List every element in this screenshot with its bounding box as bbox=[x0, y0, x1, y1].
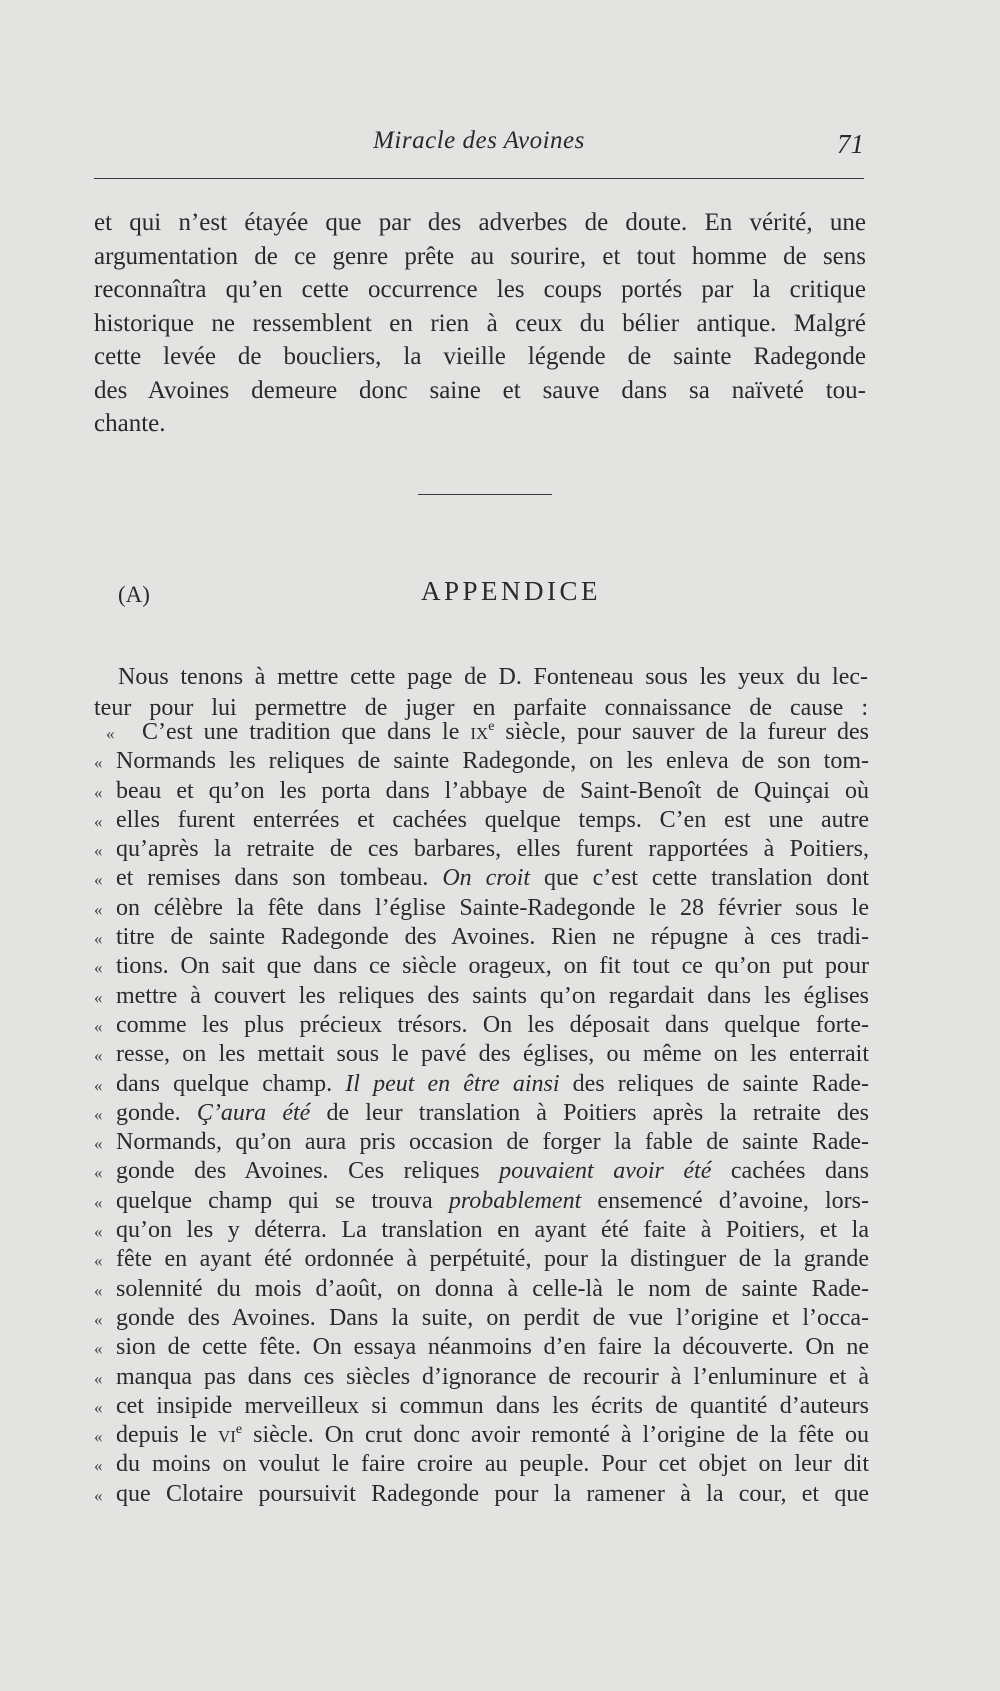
quote-line-text bbox=[116, 1128, 869, 1157]
quote-mark: « bbox=[94, 1456, 103, 1476]
quote-segment: siècle, pour sauver de la fureur des bbox=[494, 719, 869, 745]
quote-segment: Ç’aura été bbox=[196, 1099, 311, 1126]
quote-segment: de leur translation à Poitiers après la retraite des bbox=[310, 1099, 869, 1126]
quote-mark: « bbox=[94, 1485, 103, 1505]
quote-segment: qu’on les y déterra. La translation en ayant été faite à Poitiers, et la bbox=[116, 1217, 869, 1244]
quote-mark: « bbox=[94, 782, 103, 802]
quote-line-text bbox=[116, 1216, 869, 1245]
quote-segment: des reliques de sainte Rade- bbox=[559, 1070, 869, 1097]
quote-line bbox=[94, 1421, 869, 1450]
quote-mark: « bbox=[94, 987, 103, 1007]
quote-segment: titre de sainte Radegonde des Avoines. Rien ne répugne à ces tradi- bbox=[116, 924, 869, 951]
quote-line-text bbox=[116, 864, 869, 893]
quote-line-text bbox=[116, 982, 869, 1011]
quote-line-text bbox=[116, 1070, 869, 1099]
quote-line-text bbox=[116, 952, 869, 981]
quote-line bbox=[94, 1187, 869, 1216]
appendix-quotation bbox=[94, 718, 869, 1509]
quote-segment: solennité du mois d’août, on donna à celle-là le nom de sainte Rade- bbox=[116, 1275, 869, 1302]
quote-line-text bbox=[128, 718, 869, 747]
quote-segment: on célèbre la fête dans l’église Sainte-Radegonde le 28 février sous le bbox=[116, 894, 869, 921]
body-line: des Avoines demeure donc saine et sauve dans sa naïveté tou- bbox=[94, 376, 866, 404]
quote-mark: « bbox=[94, 1163, 103, 1183]
quote-segment: C’est une tradition que dans le bbox=[142, 719, 471, 745]
body-paragraph bbox=[94, 206, 866, 441]
quote-segment: gonde des Avoines. Ces reliques bbox=[116, 1158, 500, 1185]
quote-segment: ix bbox=[470, 719, 489, 745]
quote-line-text bbox=[116, 1011, 869, 1040]
quote-mark: « bbox=[94, 1397, 103, 1417]
quote-mark: « bbox=[94, 1046, 103, 1066]
quote-line bbox=[94, 1040, 869, 1069]
quote-segment: vi bbox=[217, 1422, 236, 1449]
quote-mark: « bbox=[94, 753, 103, 773]
quote-line-text bbox=[116, 1333, 869, 1362]
intro-line: Nous tenons à mettre cette page de D. Fonteneau sous les yeux du lec- bbox=[118, 664, 868, 690]
quote-segment: comme les plus précieux trésors. On les déposait dans quelque forte- bbox=[116, 1011, 869, 1038]
quote-segment: du moins on voulut le faire croire au peuple. Pour cet objet on leur dit bbox=[116, 1451, 869, 1478]
quote-line bbox=[94, 1099, 869, 1128]
quote-line bbox=[94, 1216, 869, 1245]
quote-segment: manqua pas dans ces siècles d’ignorance de recourir à l’enluminure et à bbox=[116, 1363, 869, 1390]
quote-segment: beau et qu’on les porta dans l’abbaye de Saint-Benoît de Quinçai où bbox=[116, 777, 869, 804]
quote-line-text bbox=[116, 777, 869, 806]
quote-line bbox=[94, 1128, 869, 1157]
quote-segment: siècle. On crut donc avoir remonté à l’origine de la fête ou bbox=[242, 1422, 869, 1449]
quote-line-text bbox=[116, 747, 869, 776]
quote-line-text bbox=[116, 1099, 869, 1128]
quote-mark: « bbox=[94, 1251, 103, 1271]
quote-segment: Normands, qu’on aura pris occasion de forger la fable de sainte Rade- bbox=[116, 1129, 869, 1156]
quote-segment: cet insipide merveilleux si commun dans les écrits de quantité d’auteurs bbox=[116, 1392, 869, 1419]
quote-segment: cachées dans bbox=[711, 1158, 869, 1185]
quote-mark: « bbox=[94, 1427, 103, 1447]
body-line: reconnaîtra qu’en cette occurrence les coups portés par la critique bbox=[94, 276, 866, 303]
quote-mark: « bbox=[94, 1016, 103, 1036]
quote-line bbox=[94, 923, 869, 952]
quote-line-text bbox=[116, 1157, 869, 1186]
quote-segment: Il peut en être ainsi bbox=[345, 1070, 560, 1097]
quote-mark: « bbox=[94, 841, 103, 861]
quote-line-text bbox=[116, 1480, 869, 1509]
quote-mark: « bbox=[94, 1368, 103, 1388]
quote-mark: « bbox=[106, 724, 115, 743]
quote-line-text bbox=[116, 1245, 869, 1274]
quote-line-text bbox=[116, 1421, 869, 1450]
quote-line bbox=[94, 1480, 869, 1509]
body-line: argumentation de ce genre prête au sourire, et tout homme de sens bbox=[94, 242, 866, 270]
appendix-intro-paragraph bbox=[94, 662, 868, 723]
quote-segment: qu’après la retraite de ces barbares, elles furent rapportées à Poitiers, bbox=[116, 836, 869, 863]
quote-mark: « bbox=[94, 958, 103, 978]
quote-line bbox=[94, 747, 869, 776]
quote-mark: « bbox=[94, 1104, 103, 1124]
body-line: cette levée de boucliers, la vieille légende de sainte Radegonde bbox=[94, 343, 866, 370]
quote-line-text bbox=[116, 1304, 869, 1333]
quote-line bbox=[94, 806, 869, 835]
quote-segment: probablement bbox=[448, 1187, 582, 1214]
quote-segment: Normands les reliques de sainte Radegonde, on les enleva de son tom- bbox=[116, 748, 869, 775]
quote-mark: « bbox=[94, 1280, 103, 1300]
quote-line bbox=[94, 982, 869, 1011]
quote-segment: que Clotaire poursuivit Radegonde pour la ramener à la cour, et que bbox=[116, 1480, 869, 1507]
quote-line bbox=[94, 952, 869, 981]
quote-segment: gonde des Avoines. Dans la suite, on perdit de vue l’origine et l’occa- bbox=[116, 1304, 869, 1331]
body-line: et qui n’est étayée que par des adverbes de doute. En vérité, une bbox=[94, 209, 866, 236]
quote-line-text bbox=[116, 1450, 869, 1479]
quote-line bbox=[94, 1450, 869, 1479]
quote-segment: e bbox=[488, 719, 495, 734]
running-title: Miracle des Avoines bbox=[373, 127, 585, 154]
quote-segment: depuis le bbox=[116, 1422, 218, 1449]
quote-segment: que c’est cette translation dont bbox=[530, 865, 869, 892]
page-number: 71 bbox=[837, 129, 864, 159]
quote-line bbox=[94, 1157, 869, 1186]
quote-segment: quelque champ qui se trouva bbox=[116, 1187, 449, 1214]
quote-line-text bbox=[116, 1363, 869, 1392]
quote-mark: « bbox=[94, 1222, 103, 1242]
quote-line-text bbox=[116, 806, 869, 835]
quote-segment: resse, on les mettait sous le pavé des églises, ou même on les enterrait bbox=[116, 1041, 869, 1068]
quote-segment: mettre à couvert les reliques des saints qu’on regardait dans les églises bbox=[116, 982, 869, 1009]
quote-line-text bbox=[116, 894, 869, 923]
quote-line bbox=[94, 1070, 869, 1099]
quote-segment: tions. On sait que dans ce siècle orageux, on fit tout ce qu’on put pour bbox=[116, 953, 869, 980]
quote-line-text bbox=[116, 1040, 869, 1069]
quote-segment: dans quelque champ. bbox=[116, 1070, 346, 1097]
appendix-title: APPENDICE bbox=[420, 576, 601, 606]
quote-mark: « bbox=[94, 1309, 103, 1329]
quote-mark: « bbox=[94, 1134, 103, 1154]
quote-mark: « bbox=[94, 929, 103, 949]
quote-line-text bbox=[116, 923, 869, 952]
quote-line bbox=[94, 1304, 869, 1333]
quote-segment: gonde. bbox=[116, 1099, 197, 1126]
quote-line bbox=[94, 1011, 869, 1040]
running-header bbox=[94, 127, 864, 167]
quote-line bbox=[94, 777, 869, 806]
quote-segment: e bbox=[235, 1422, 243, 1438]
intro-line: teur pour lui permettre de juger en parfaite connaissance de cause : bbox=[94, 694, 868, 721]
quote-mark: « bbox=[94, 870, 103, 890]
quote-line bbox=[94, 1392, 869, 1421]
header-rule bbox=[94, 178, 864, 179]
quote-segment: et remises dans son tombeau. bbox=[116, 865, 443, 892]
quote-line bbox=[94, 1275, 869, 1304]
quote-segment: sion de cette fête. On essaya néanmoins d’en faire la découverte. On ne bbox=[116, 1334, 869, 1361]
quote-line-text bbox=[116, 1392, 869, 1421]
quote-line bbox=[94, 1363, 869, 1392]
quote-line bbox=[94, 864, 869, 893]
quote-mark: « bbox=[94, 1192, 103, 1212]
quote-segment: On croit bbox=[442, 865, 531, 892]
quote-line bbox=[94, 1245, 869, 1274]
quote-line-text bbox=[116, 835, 869, 864]
quote-line bbox=[94, 835, 869, 864]
appendix-marker: (A) bbox=[118, 582, 150, 607]
quote-line bbox=[94, 1333, 869, 1362]
quote-line bbox=[94, 894, 869, 923]
quote-segment: elles furent enterrées et cachées quelque temps. C’en est une autre bbox=[116, 806, 869, 833]
quote-segment: ensemencé d’avoine, lors- bbox=[581, 1187, 869, 1214]
quote-segment: pouvaient avoir été bbox=[499, 1158, 712, 1185]
quote-mark: « bbox=[94, 1075, 103, 1095]
quote-line-text bbox=[116, 1187, 869, 1216]
quote-mark: « bbox=[94, 1339, 103, 1359]
quote-mark: « bbox=[94, 811, 103, 831]
body-line: chante. bbox=[94, 410, 166, 437]
section-divider bbox=[418, 494, 552, 495]
quote-line-text bbox=[116, 1275, 869, 1304]
quote-segment: fête en ayant été ordonnée à perpétuité, pour la distinguer de la grande bbox=[116, 1246, 869, 1273]
quote-mark: « bbox=[94, 899, 103, 919]
body-line: historique ne ressemblent en rien à ceux du bélier antique. Malgré bbox=[94, 309, 866, 337]
quote-line bbox=[94, 718, 869, 747]
